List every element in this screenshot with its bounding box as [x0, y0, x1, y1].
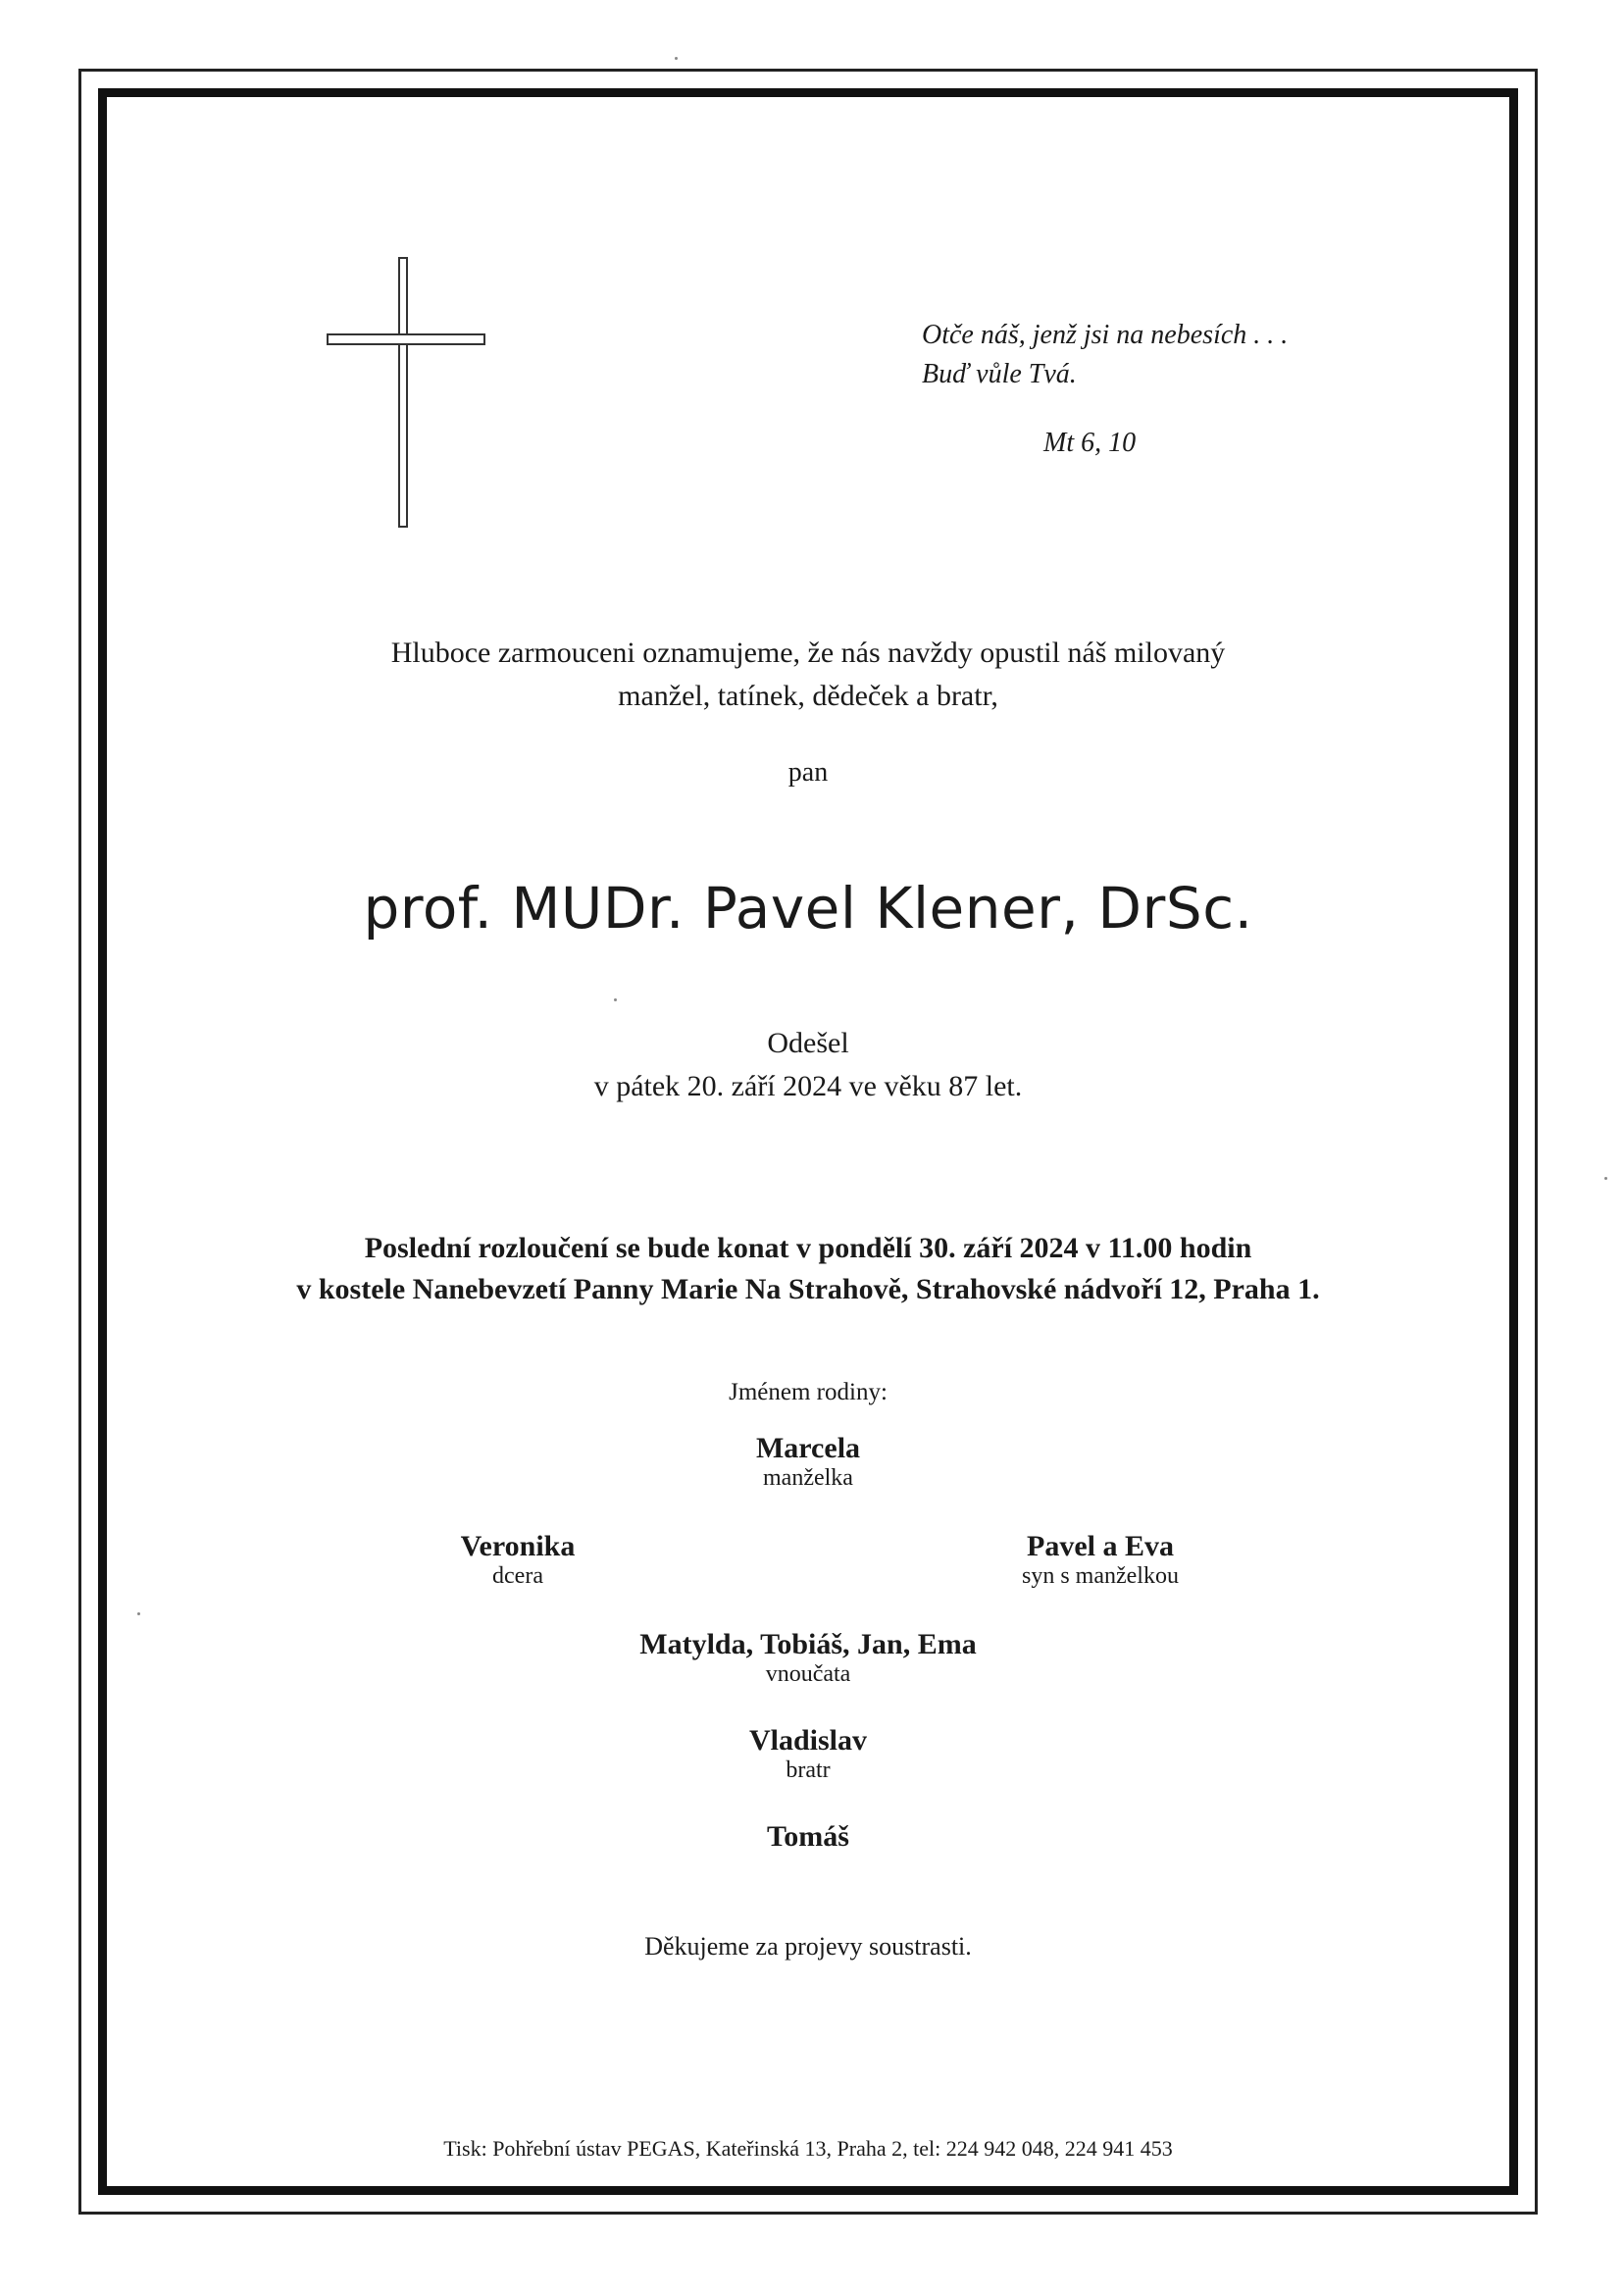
family-member-name: Tomáš: [767, 1820, 849, 1853]
verse-line-1: Otče náš, jenž jsi na nebesích . . .: [922, 320, 1289, 350]
family-member-role: manželka: [763, 1465, 853, 1491]
family-member: [612, 1432, 1004, 1492]
funeral-line-2: v kostele Nanebevzetí Panny Marie Na Strahově, Strahovské nádvoří 12, Praha 1.: [296, 1273, 1320, 1305]
printer-footer: Tisk: Pohřební ústav PEGAS, Kateřinská 13, Praha 2, tel: 224 942 048, 224 941 453: [443, 2136, 1173, 2161]
funeral-details: [98, 1228, 1518, 1310]
family-member-name: Pavel a Eva: [1027, 1530, 1174, 1562]
family-member: [612, 1820, 1004, 1854]
family-member: [612, 1724, 1004, 1784]
deceased-name: prof. MUDr. Pavel Klener, DrSc.: [363, 875, 1253, 942]
family-member-role: vnoučata: [765, 1661, 851, 1687]
cross-icon: [327, 257, 485, 528]
departed-line-2: v pátek 20. září 2024 ve věku 87 let.: [593, 1070, 1023, 1102]
family-member: [904, 1530, 1296, 1590]
departed-info: [98, 1022, 1518, 1108]
scan-speck: [1604, 1177, 1607, 1180]
family-member-name: Marcela: [755, 1432, 861, 1464]
announcement-line-1: Hluboce zarmouceni oznamujeme, že nás navždy opustil náš milovaný: [390, 637, 1226, 669]
scan-speck: [675, 57, 678, 60]
family-member-role: dcera: [492, 1563, 543, 1589]
family-member-name: Veronika: [460, 1530, 576, 1562]
family-heading: Jménem rodiny:: [729, 1379, 888, 1405]
salutation: pan: [787, 757, 829, 788]
family-member: [563, 1628, 1053, 1688]
family-member: [322, 1530, 714, 1590]
scan-speck: [614, 998, 617, 1001]
departed-line-1: Odešel: [767, 1027, 849, 1059]
thanks-note: Děkujeme za projevy soustrasti.: [644, 1932, 972, 1961]
family-member-role: syn s manželkou: [1022, 1563, 1179, 1589]
scan-speck: [137, 1612, 140, 1615]
announcement-text: [98, 632, 1518, 718]
announcement-line-2: manžel, tatínek, dědeček a bratr,: [618, 680, 998, 712]
black-mourning-border: [98, 88, 1518, 2195]
verse-line-2: Buď vůle Tvá.: [922, 359, 1077, 389]
verse-reference: Mt 6, 10: [1043, 428, 1137, 458]
family-member-role: bratr: [786, 1758, 831, 1783]
family-member-name: Vladislav: [748, 1724, 868, 1757]
funeral-line-1: Poslední rozloučení se bude konat v pondělí 30. září 2024 v 11.00 hodin: [364, 1232, 1252, 1264]
bible-verse: [922, 316, 1288, 394]
family-member-name: Matylda, Tobiáš, Jan, Ema: [639, 1628, 977, 1660]
